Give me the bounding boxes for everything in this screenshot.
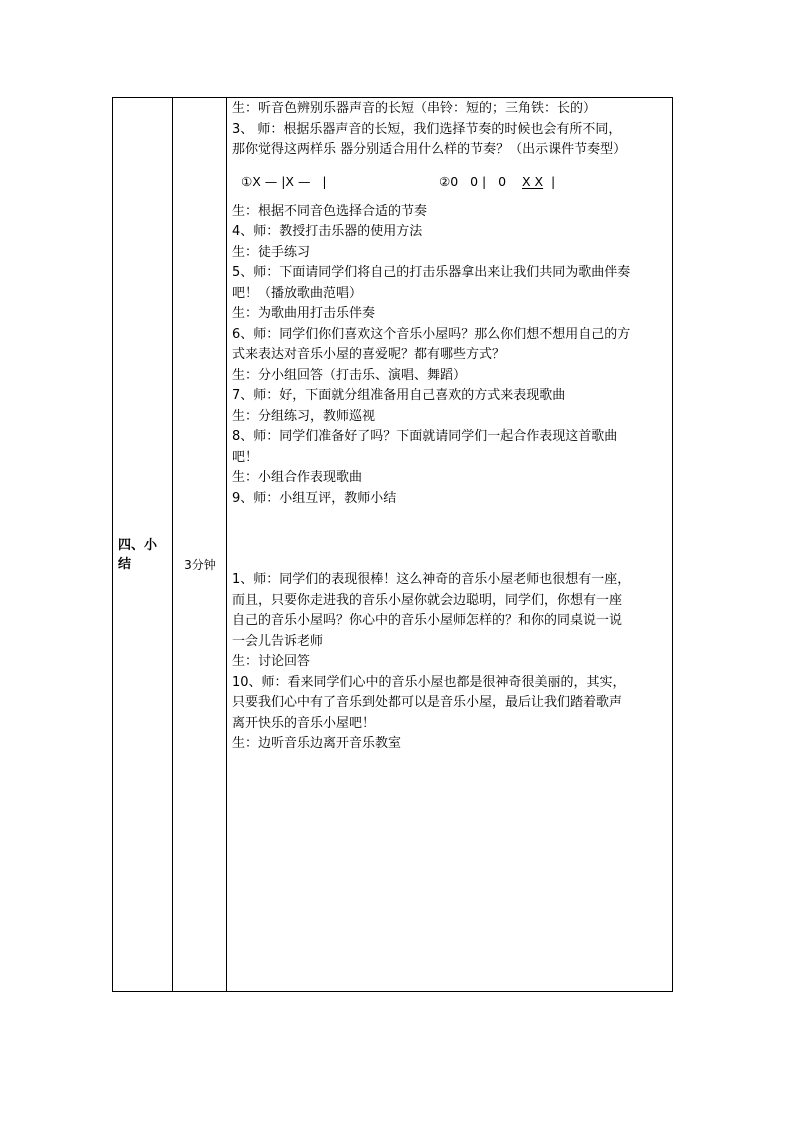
text-line: 1、师：同学们的表现很棒！这么神奇的音乐小屋老师也很想有一座， xyxy=(232,572,631,587)
text-line: 生：根据不同音色选择合适的节奏 xyxy=(232,203,428,219)
text-line: 生：分小组回答（打击乐、演唱、舞蹈） xyxy=(232,367,467,383)
column-divider xyxy=(226,98,227,991)
text-line: 9、师：小组互评，教师小结 xyxy=(232,490,397,506)
spacer xyxy=(232,509,666,570)
text-line: 生：徒手练习 xyxy=(232,244,311,260)
rhythm-patterns xyxy=(232,165,666,198)
text-line: 自己的音乐小屋吗？你心中的音乐小屋师怎样的？和你的同桌说一说 xyxy=(232,613,623,628)
text-line: 吧！ xyxy=(232,449,259,465)
text-line: 4、师：教授打击乐器的使用方法 xyxy=(232,224,423,239)
text-line: 吧！（播放歌曲范唱） xyxy=(232,285,363,301)
text-line: 生：听音色辨别乐器声音的长短（串铃：短的；三角铁：长的） xyxy=(232,101,597,116)
duration-cell: 3分钟 xyxy=(184,558,216,572)
column-divider xyxy=(172,98,173,991)
text-line: 生：小组合作表现歌曲 xyxy=(232,470,363,485)
text-line: 生：讨论回答 xyxy=(232,654,311,669)
content-cell xyxy=(232,99,666,755)
rhythm-pattern-2 xyxy=(439,165,555,198)
text-line: 一会儿告诉老师 xyxy=(232,633,324,649)
text-line: 8、师：同学们准备好了吗？下面就请同学们一起合作表现这首歌曲 xyxy=(232,429,618,444)
text-line: 只要我们心中有了音乐到处都可以是音乐小屋，最后让我们踏着歌声 xyxy=(232,695,623,710)
text-line: 10、师：看来同学们心中的音乐小屋也都是很神奇很美丽的，其实， xyxy=(232,674,626,690)
rhythm-pattern-2-suffix: | xyxy=(543,173,556,189)
text-line: 5、师：下面请同学们将自己的打击乐器拿出来让我们共同为歌曲伴奏 xyxy=(232,265,631,280)
text-line: 式来表达对音乐小屋的喜爱呢？都有哪些方式？ xyxy=(232,347,506,362)
rhythm-pattern-1: ①X — |X — | xyxy=(241,173,327,189)
section-label: 四、小结 xyxy=(118,538,158,572)
text-line: 生：分组练习，教师巡视 xyxy=(232,408,376,424)
lesson-plan-table xyxy=(112,97,673,992)
text-line: 那你觉得这两样乐 器分别适合用什么样的节奏？（出示课件节奏型） xyxy=(232,142,627,157)
text-line: 而且，只要你走进我的音乐小屋你就会边聪明，同学们，你想有一座 xyxy=(232,592,623,608)
rhythm-pattern-2-prefix: ②0 0 | 0 xyxy=(439,173,522,189)
rhythm-pattern-2-underlined: X X xyxy=(521,173,544,189)
text-line: 生：边听音乐边离开音乐教室 xyxy=(232,736,402,751)
text-line: 生：为歌曲用打击乐伴奏 xyxy=(232,306,376,321)
text-line: 离开快乐的音乐小屋吧！ xyxy=(232,715,376,731)
text-line: 6、师：同学们你们喜欢这个音乐小屋吗？那么你们想不想用自己的方 xyxy=(232,326,631,342)
text-line: 7、师：好，下面就分组准备用自己喜欢的方式来表现歌曲 xyxy=(232,388,566,403)
text-line: 3、 师：根据乐器声音的长短，我们选择节奏的时候也会有所不同， xyxy=(232,121,622,137)
